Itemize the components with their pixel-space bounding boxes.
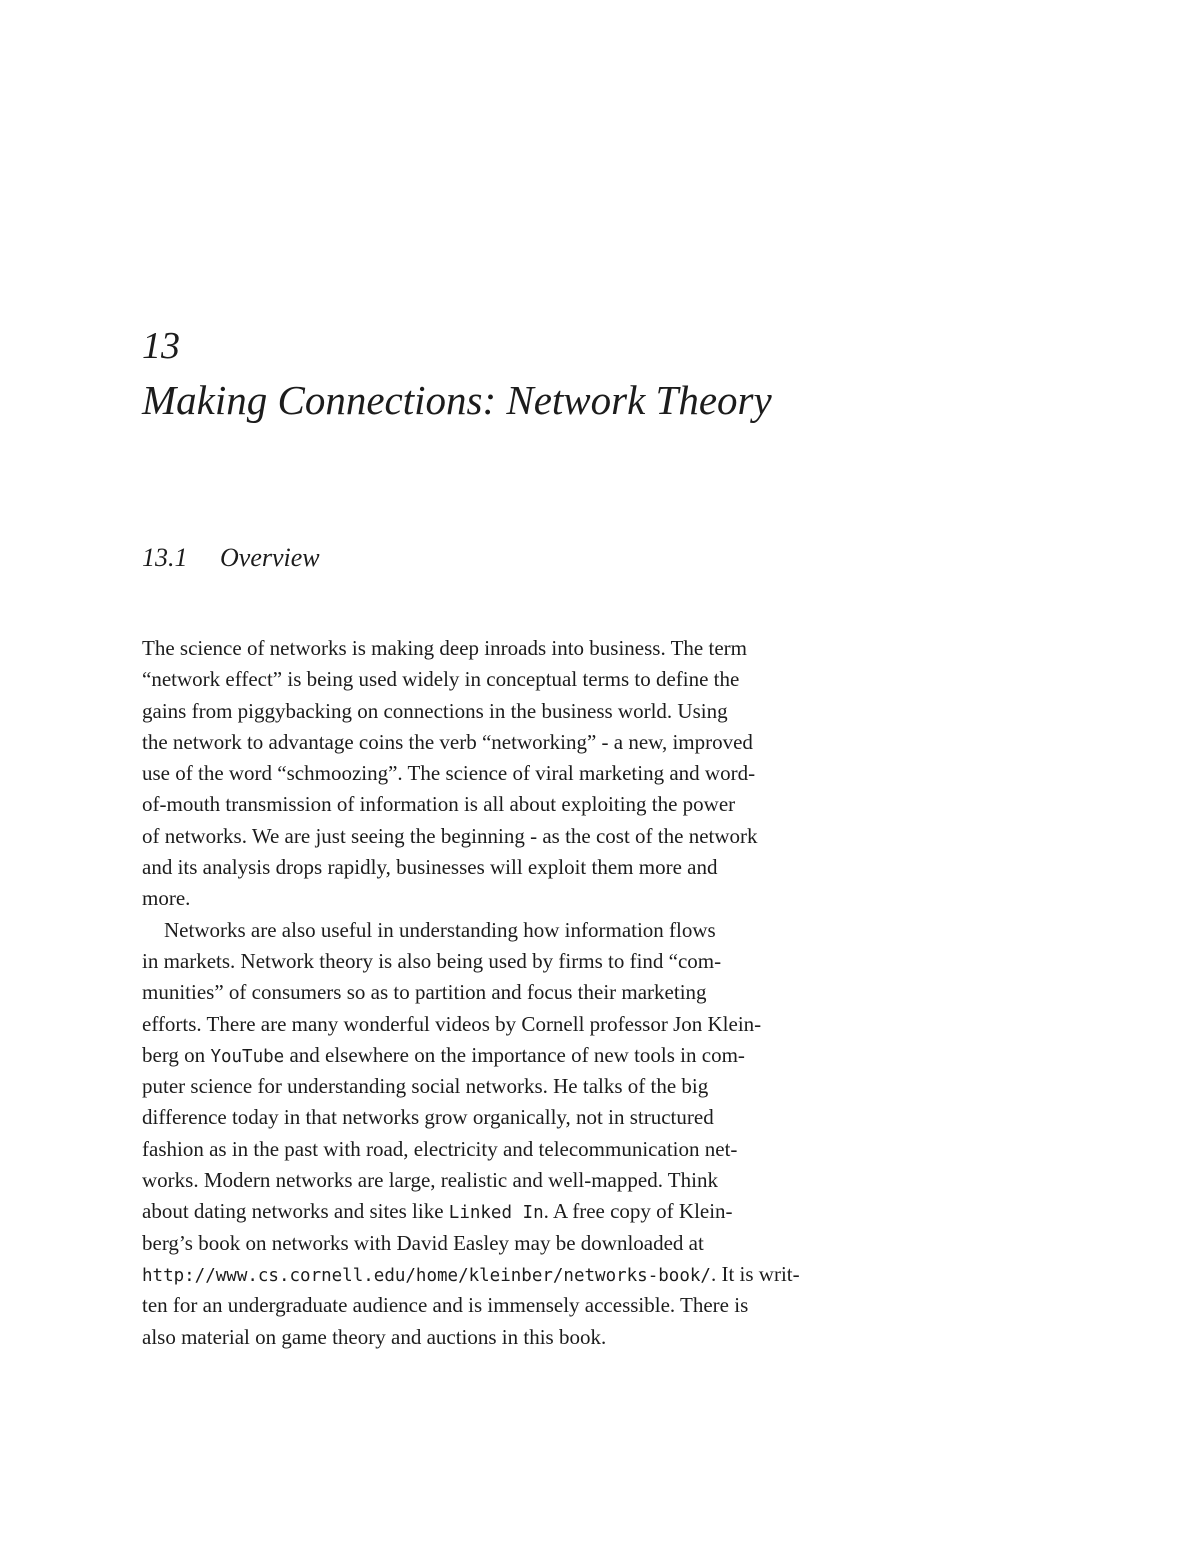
text-segment: . A free copy of Klein- [543,1199,733,1224]
text-line: Networks are also useful in understanding how information flows [164,917,716,942]
text-line: and its analysis drops rapidly, businesses will exploit them more and [142,855,718,880]
section-heading [142,541,320,575]
text-line: fashion as in the past with road, electricity and telecommunication net- [142,1136,738,1161]
text-line: more. [142,886,191,911]
text-line: munities” of consumers so as to partition and focus their marketing [142,980,707,1005]
linkedin-mention: Linked In [448,1203,544,1224]
body-text [142,633,852,1353]
text-line: difference today in that networks grow organically, not in structured [142,1105,714,1130]
text-line: in markets. Network theory is also being used by firms to find “com- [142,948,722,973]
youtube-mention: YouTube [210,1046,285,1067]
text-line: berg’s book on networks with David Easley may be downloaded at [142,1230,704,1255]
text-line: also material on game theory and auctions in this book. [142,1324,607,1349]
text-line: puter science for understanding social networks. He talks of the big [142,1074,709,1099]
text-line: efforts. There are many wonderful videos by Cornell professor Jon Klein- [142,1011,762,1036]
text-line: works. Modern networks are large, realistic and well-mapped. Think [142,1168,718,1193]
paragraph-2 [142,915,852,1353]
chapter-number: 13 [142,325,180,367]
book-url-link[interactable]: http://www.cs.cornell.edu/home/kleinber/networks-book/ [142,1265,711,1286]
text-segment: about dating networks and sites like [142,1199,449,1224]
text-segment: and elsewhere on the importance of new tools in com- [284,1042,745,1067]
section-number: 13.1 [142,543,188,572]
text-line [142,1196,852,1227]
text-segment: . It is writ- [710,1261,800,1286]
text-line: The science of networks is making deep inroads into business. The term [142,636,747,660]
text-line: of-mouth transmission of information is all about exploiting the power [142,792,736,817]
text-line: ten for an undergraduate audience and is immensely accessible. There is [142,1293,749,1318]
text-line: the network to advantage coins the verb “networking” - a new, improved [142,729,753,754]
text-line: use of the word “schmoozing”. The science of viral marketing and word- [142,761,756,786]
text-line: of networks. We are just seeing the beginning - as the cost of the network [142,823,758,848]
section-title: Overview [220,543,320,572]
text-segment: berg on [142,1042,211,1067]
paragraph-1 [142,633,852,915]
text-line: gains from piggybacking on connections in the business world. Using [142,698,728,723]
text-line [142,1040,852,1071]
chapter-title: Making Connections: Network Theory [142,377,772,423]
text-line [142,1259,852,1290]
text-line: “network effect” is being used widely in conceptual terms to define the [142,667,740,692]
